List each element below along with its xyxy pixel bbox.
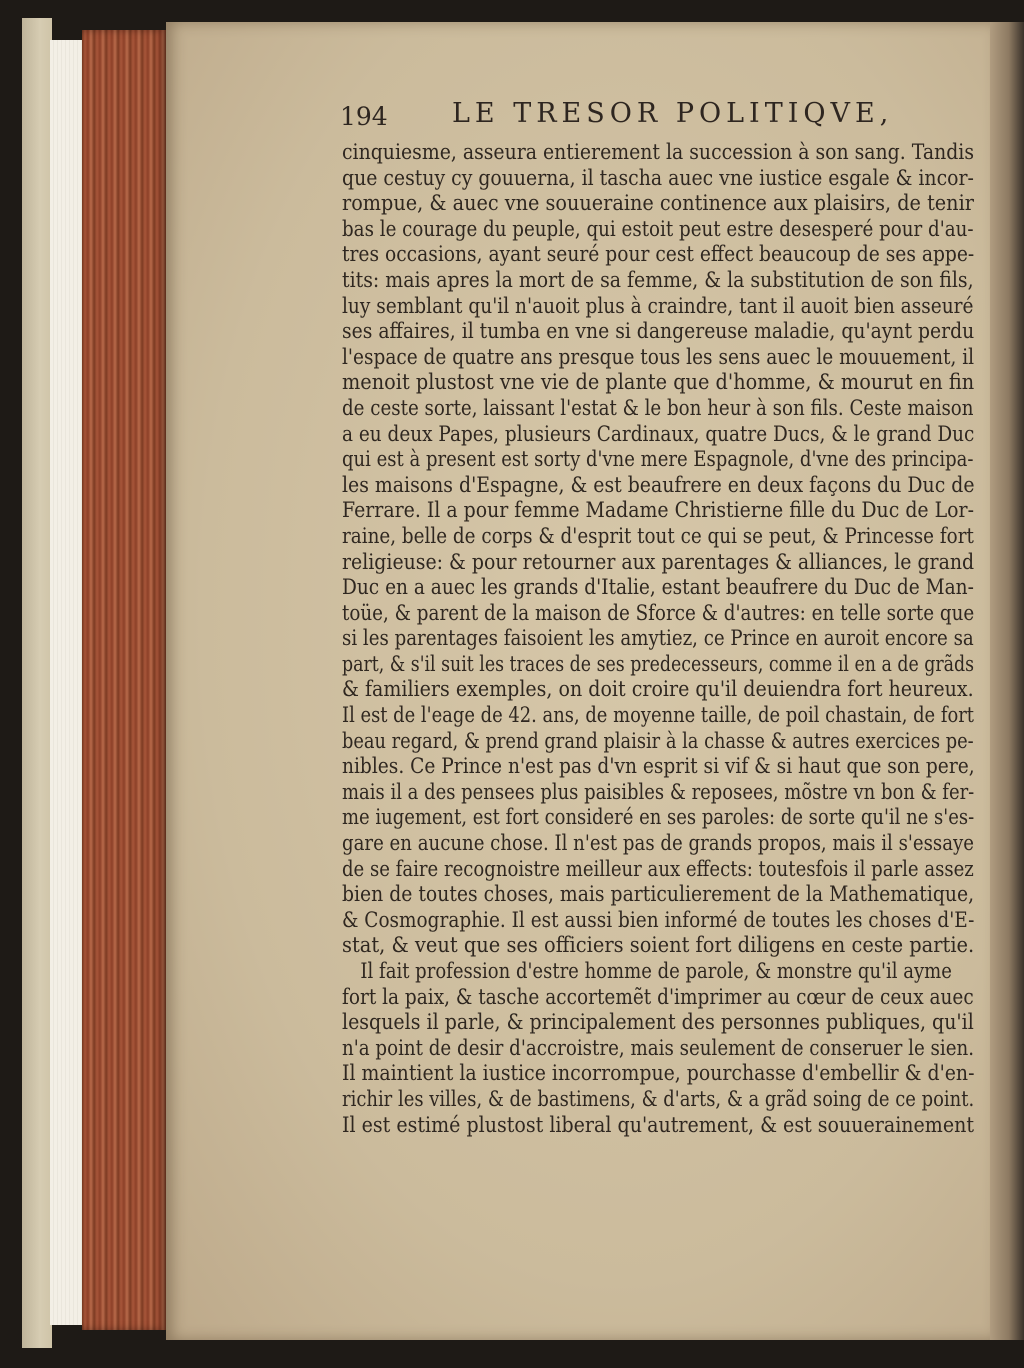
text-line: lesquels il parle, & principalement des personnes publiques, qu'il: [342, 1010, 974, 1036]
text-line: tits: mais apres la mort de sa femme, & la substitution de son fils,: [342, 267, 974, 293]
text-line: qui est à present est sorty d'vne mere Espagnole, d'vne des principa-: [342, 447, 974, 473]
text-line: cinquiesme, asseura entierement la succession à son sang. Tandis: [342, 140, 975, 165]
text-line: raine, belle de corps & d'esprit tout ce qui se peut, & Princesse fort: [342, 523, 974, 549]
text-line: tres occasions, ayant seuré pour cest effect beaucoup de ses appe-: [342, 242, 975, 268]
text-line: Il maintient la iustice incorrompue, pourchasse d'embellir & d'en-: [342, 1061, 975, 1087]
text-line: stat, & veut que ses officiers soient fort diligens en ceste partie.: [342, 933, 975, 959]
text-line: part, & s'il suit les traces de ses predecesseurs, comme il en a de grãds: [342, 651, 975, 677]
text-line: n'a point de desir d'accroistre, mais seulement de conseruer le sien.: [342, 1035, 975, 1061]
red-fore-edge: [82, 30, 166, 1330]
text-line: l'espace de quatre ans presque tous les sens auec le mouuement, il: [342, 344, 975, 370]
body-text: [342, 140, 982, 1138]
text-line: Il est estimé plustost liberal qu'autrement, & est souuerainement: [342, 1112, 975, 1138]
text-line: Il est de l'eage de 42. ans, de moyenne taille, de poil chastain, de fort: [342, 703, 975, 729]
text-line: menoit plustost vne vie de plante que d'homme, & mourut en fin: [342, 370, 975, 396]
book-gutter: [990, 22, 1024, 1340]
text-line: ses affaires, il tumba en vne si dangereuse maladie, qu'aynt perdu: [342, 319, 975, 345]
page-header: [340, 98, 970, 138]
text-line: de se faire recognoistre meilleur aux effects: toutesfois il parle assez: [342, 856, 974, 882]
book-cover-board: [22, 18, 52, 1348]
text-line: me iugement, est fort consideré en ses paroles: de sorte qu'il ne s'es-: [342, 805, 975, 831]
page-number: 194: [340, 102, 388, 131]
text-line: Duc en a auec les grands d'Italie, estant beaufrere du Duc de Man-: [342, 575, 974, 601]
running-title: LE TRESOR POLITIQVE,: [452, 98, 894, 129]
text-line: & familiers exemples, on doit croire qu'il deuiendra fort heureux.: [342, 677, 974, 703]
text-line: mais il a des pensees plus paisibles & reposees, mõstre vn bon & fer-: [342, 779, 975, 805]
text-line: beau regard, & prend grand plaisir à la chasse & autres exercices pe-: [342, 728, 974, 754]
text-line: nibles. Ce Prince n'est pas d'vn esprit si vif & si haut que son pere,: [342, 754, 975, 780]
text-line: bas le courage du peuple, qui estoit peut estre desesperé pour d'au-: [342, 216, 974, 242]
text-line: gare en aucune chose. Il n'est pas de grands propos, mais il s'essaye: [342, 831, 974, 857]
text-line: richir les villes, & de bastimens, & d'arts, & a grãd soing de ce point.: [342, 1086, 975, 1112]
text-line: rompue, & auec vne souueraine continence aux plaisirs, de tenir: [342, 191, 974, 217]
text-line: si les parentages faisoient les amytiez, ce Prince en auroit encore sa: [342, 626, 974, 652]
text-line: de ceste sorte, laissant l'estat & le bon heur à son fils. Ceste maison: [342, 395, 974, 421]
text-line: les maisons d'Espagne, & est beaufrere en deux façons du Duc de: [342, 472, 975, 498]
text-line: luy semblant qu'il n'auoit plus à craindre, tant il auoit bien asseuré: [342, 293, 974, 319]
text-line: que cestuy cy gouuerna, il tascha auec vne iustice esgale & incor-: [342, 165, 974, 191]
text-line: Ferrare. Il a pour femme Madame Christierne fille du Duc de Lor-: [342, 498, 974, 524]
text-line: religieuse: & pour retourner aux parentages & alliances, le grand: [342, 549, 975, 575]
page-stack-edge: [50, 40, 82, 1325]
text-line: Il fait profession d'estre homme de parole, & monstre qu'il ayme: [360, 959, 952, 984]
text-line: bien de toutes choses, mais particulierement de la Mathematique,: [342, 882, 975, 908]
text-line: toüe, & parent de la maison de Sforce & d'autres: en telle sorte que: [342, 600, 975, 626]
text-line: & Cosmographie. Il est aussi bien informé de toutes les choses d'E-: [342, 907, 975, 933]
text-line: fort la paix, & tasche accortemẽt d'imprimer au cœur de ceux auec: [342, 984, 974, 1010]
text-line: a eu deux Papes, plusieurs Cardinaux, quatre Ducs, & le grand Duc: [342, 421, 975, 447]
